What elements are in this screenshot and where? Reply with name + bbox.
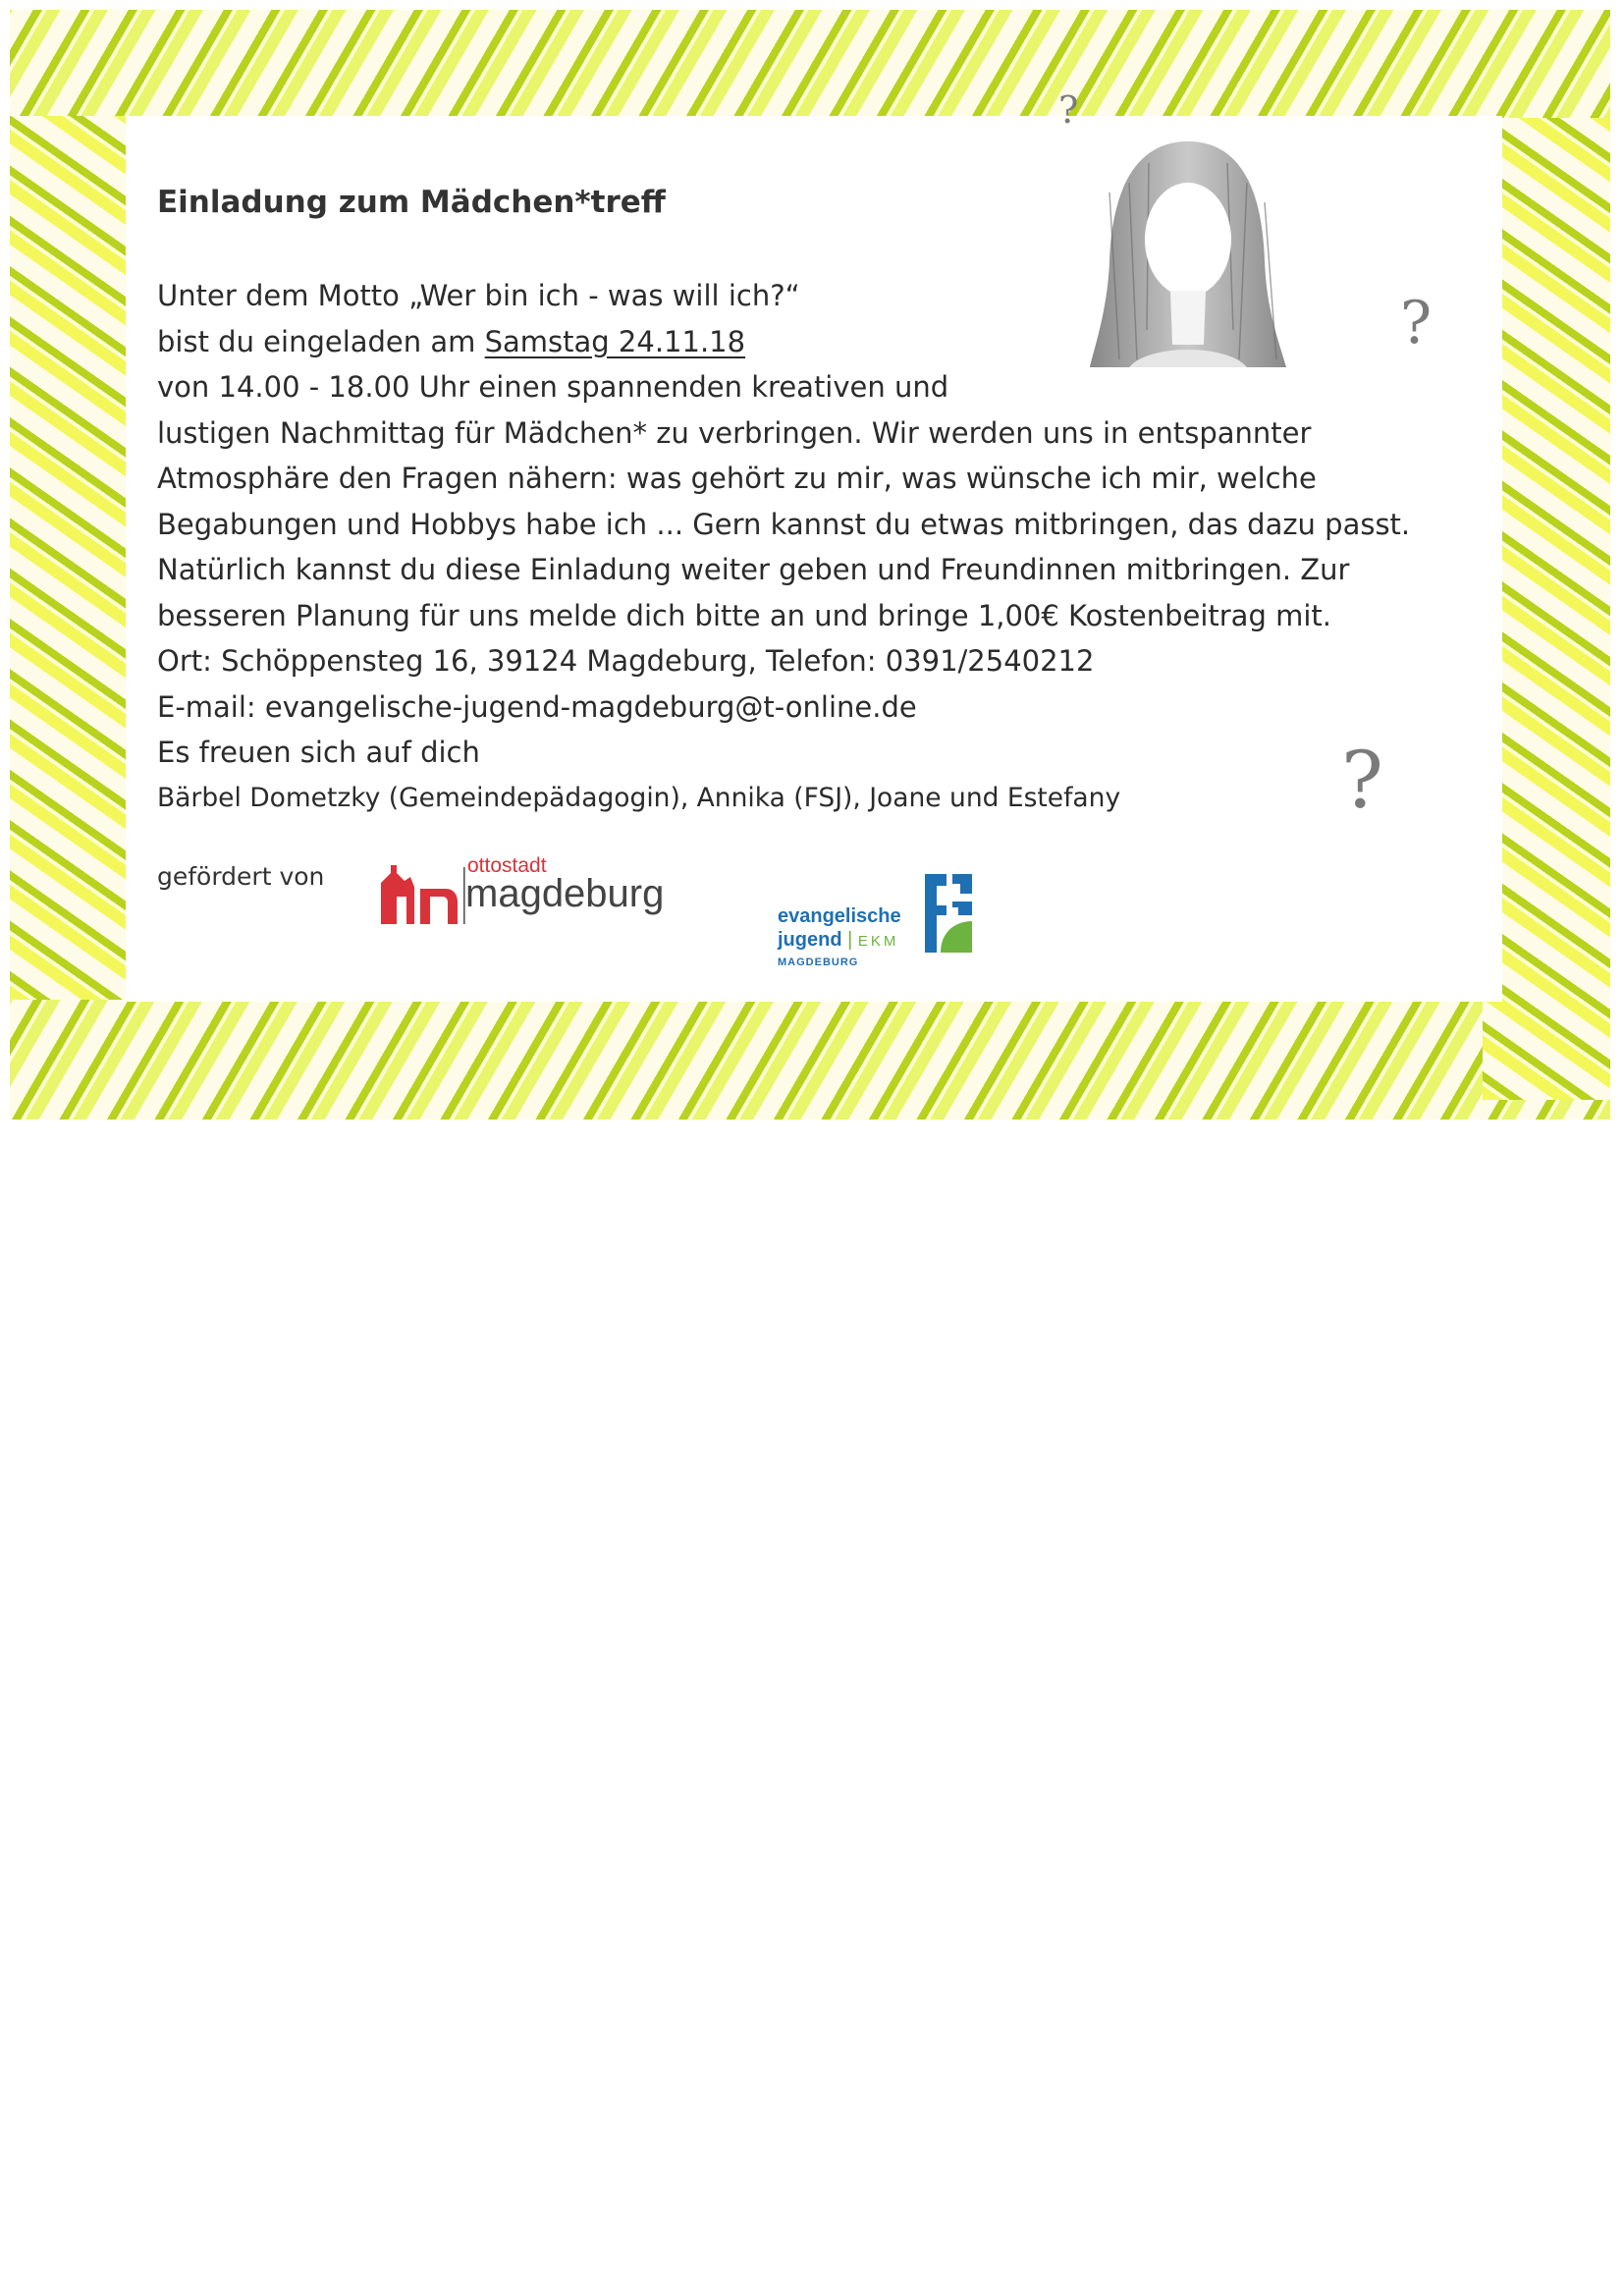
magdeburg-logo-sub: ottostadt bbox=[467, 854, 547, 877]
body-line: lustigen Nachmittag für Mädchen* zu verbringen. Wir werden uns in entspannter bbox=[157, 415, 1312, 450]
question-mark-decoration: ? bbox=[1058, 88, 1079, 132]
body-line: Es freuen sich auf dich bbox=[157, 736, 480, 769]
question-mark-decoration: ? bbox=[1400, 289, 1433, 357]
ej-logo-line3: MAGDEBURG bbox=[778, 957, 859, 968]
body-line: Begabungen und Hobbys habe ich ... Gern kannst du etwas mitbringen, das dazu passt. bbox=[157, 507, 1411, 541]
page-title: Einladung zum Mädchen*treff bbox=[157, 185, 666, 220]
ej-logo-line1: evangelische bbox=[778, 905, 901, 927]
body-line: von 14.00 - 18.00 Uhr einen spannenden kreativen und bbox=[157, 370, 949, 404]
body-line: Atmosphäre den Fragen nähern: was gehört zu mir, was wünsche ich mir, welche bbox=[157, 462, 1317, 495]
funding-label: gefördert von bbox=[157, 862, 325, 891]
magdeburg-logo-main: magdeburg bbox=[465, 872, 665, 915]
question-mark-decoration: ? bbox=[1341, 735, 1383, 826]
body-line: besseren Planung für uns melde dich bitte an und bringe 1,00€ Kostenbeitrag mit. bbox=[157, 598, 1331, 632]
body-line: Unter dem Motto „Wer bin ich - was will ich?“ bbox=[157, 279, 800, 312]
signature-line: Bärbel Dometzky (Gemeindepädagogin), Annika (FSJ), Joane und Estefany bbox=[157, 782, 1121, 813]
invitation-card bbox=[126, 88, 1502, 1002]
portrait-image bbox=[1090, 134, 1286, 369]
body-line: bist du eingeladen am bbox=[157, 324, 485, 358]
striped-frame-left bbox=[10, 116, 137, 1000]
ej-logo-ekm: EKM bbox=[857, 933, 899, 950]
email-line: E-mail: evangelische-jugend-magdeburg@t-online.de bbox=[157, 689, 917, 724]
address-line: Ort: Schöppensteg 16, 39124 Magdeburg, Telefon: 0391/2540212 bbox=[157, 644, 1095, 678]
ej-logo-jugend: jugend bbox=[778, 929, 842, 951]
ej-logo-line2: jugend | EKM bbox=[778, 929, 899, 951]
event-date: Samstag 24.11.18 bbox=[484, 324, 746, 358]
body-line: Natürlich kannst du diese Einladung weiter geben und Freundinnen mitbringen. Zur bbox=[157, 553, 1350, 586]
